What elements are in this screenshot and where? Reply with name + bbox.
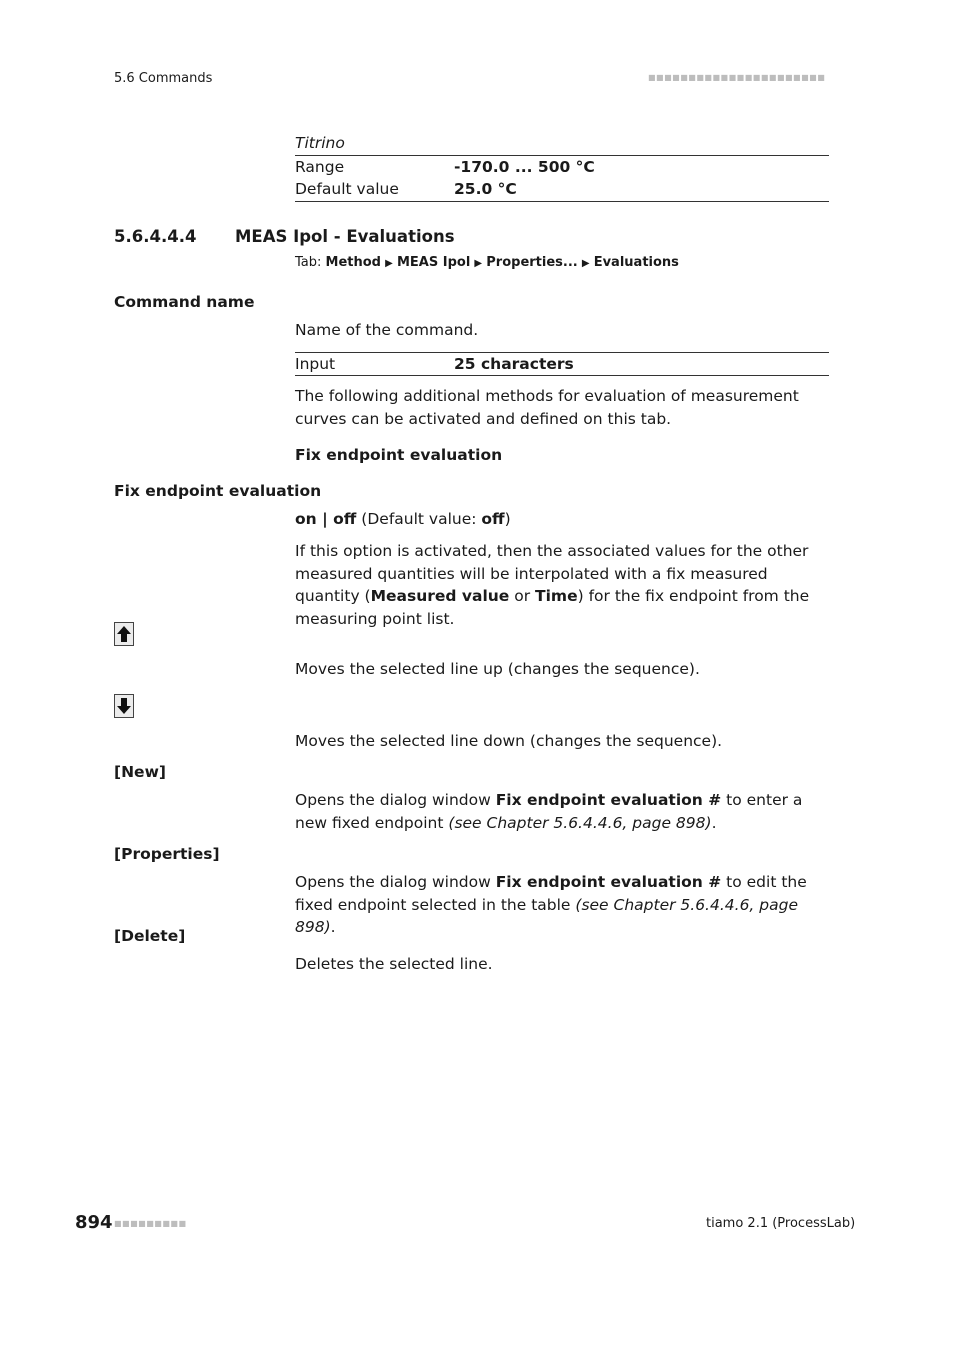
arrow-down-icon — [115, 695, 133, 717]
new-description — [295, 789, 833, 834]
page-number: 894 — [75, 1212, 113, 1233]
text-run: or — [509, 587, 536, 605]
table-caption: Titrino — [295, 134, 345, 152]
properties-heading: [Properties] — [114, 845, 220, 863]
row-value: -170.0 ... 500 °C — [454, 158, 595, 176]
row-value: 25 characters — [454, 355, 574, 373]
command-name-description: Name of the command. — [295, 321, 479, 339]
fix-endpoint-heading: Fix endpoint evaluation — [114, 482, 322, 500]
evaluation-paragraph: The following additional methods for evaluation of measurement curves can be activated and defined on this tab. — [295, 387, 799, 428]
dialog-name: Fix endpoint evaluation # — [495, 873, 722, 891]
row-label: Default value — [295, 180, 399, 198]
input-table — [295, 353, 829, 375]
delete-description: Deletes the selected line. — [295, 955, 493, 973]
tab-path-item: Properties... — [486, 255, 578, 270]
default-suffix: ) — [504, 510, 511, 528]
row-label: Range — [295, 158, 345, 176]
input-table-bottom-rule — [295, 375, 829, 376]
product-name: tiamo 2.1 (ProcessLab) — [706, 1216, 856, 1231]
separator-icon: ▶ — [385, 258, 393, 269]
running-header-section: 5.6 Commands — [114, 71, 213, 86]
chapter-reference-link[interactable]: (see Chapter 5.6.4.4.6, page 898) — [448, 813, 712, 832]
text-run: ) for the fix endpoint from the measuring point list. — [295, 587, 810, 628]
section-title: MEAS Ipol - Evaluations — [235, 227, 455, 246]
row-value: 25.0 °C — [454, 180, 517, 198]
default-prefix: (Default value: — [356, 510, 482, 528]
fix-endpoint-description — [295, 540, 833, 630]
fix-endpoint-options — [295, 508, 833, 531]
option-on: on — [295, 510, 317, 528]
text-run: to edit the fixed endpoint selected in the table — [295, 873, 807, 914]
table-row — [295, 353, 829, 375]
tab-path-item: Method — [325, 255, 381, 270]
move-up-button[interactable] — [114, 622, 134, 646]
table-bottom-rule — [295, 201, 829, 202]
arrow-up-icon — [115, 623, 133, 645]
tab-path — [295, 255, 679, 270]
move-down-button[interactable] — [114, 694, 134, 718]
option-pipe: | — [316, 510, 334, 528]
properties-description — [295, 871, 833, 939]
header-dots: ■■■■■■■■■■■■■■■■■■■■■■ — [648, 73, 826, 82]
section-number: 5.6.4.4.4 — [114, 227, 197, 246]
delete-heading: [Delete] — [114, 927, 186, 945]
tab-path-prefix: Tab: — [295, 255, 326, 270]
separator-icon: ▶ — [581, 258, 590, 269]
option-off: off — [333, 510, 357, 528]
row-label: Input — [295, 355, 336, 373]
bold-term: Measured value — [370, 587, 510, 605]
fix-endpoint-subheading: Fix endpoint evaluation — [295, 446, 503, 464]
bold-term: Time — [535, 587, 578, 605]
text-run: If this option is activated, then the associated values for the other measured quantities will be interpolated with a fix measured quantity ( — [295, 542, 809, 605]
separator-icon: ▶ — [474, 258, 483, 269]
table-row — [295, 178, 829, 200]
text-run: . — [330, 918, 336, 936]
table-row — [295, 156, 829, 178]
move-up-description: Moves the selected line up (changes the sequence). — [295, 660, 700, 678]
text-run: to enter a new fixed endpoint — [295, 791, 803, 832]
text-run: Opens the dialog window — [295, 873, 496, 891]
text-run: Opens the dialog window — [295, 791, 496, 809]
tab-path-item: MEAS Ipol — [396, 255, 471, 270]
tab-path-item: Evaluations — [593, 255, 679, 270]
new-heading: [New] — [114, 763, 166, 781]
range-table — [295, 156, 829, 200]
footer-dots: ■■■■■■■■■ — [114, 1219, 187, 1228]
text-run: . — [711, 813, 717, 832]
default-value: off — [481, 510, 505, 528]
command-name-heading: Command name — [114, 293, 255, 311]
dialog-name: Fix endpoint evaluation # — [495, 791, 722, 809]
move-down-description: Moves the selected line down (changes the sequence). — [295, 732, 723, 750]
chapter-reference-link[interactable]: (see Chapter 5.6.4.4.6, page 898) — [295, 895, 798, 936]
